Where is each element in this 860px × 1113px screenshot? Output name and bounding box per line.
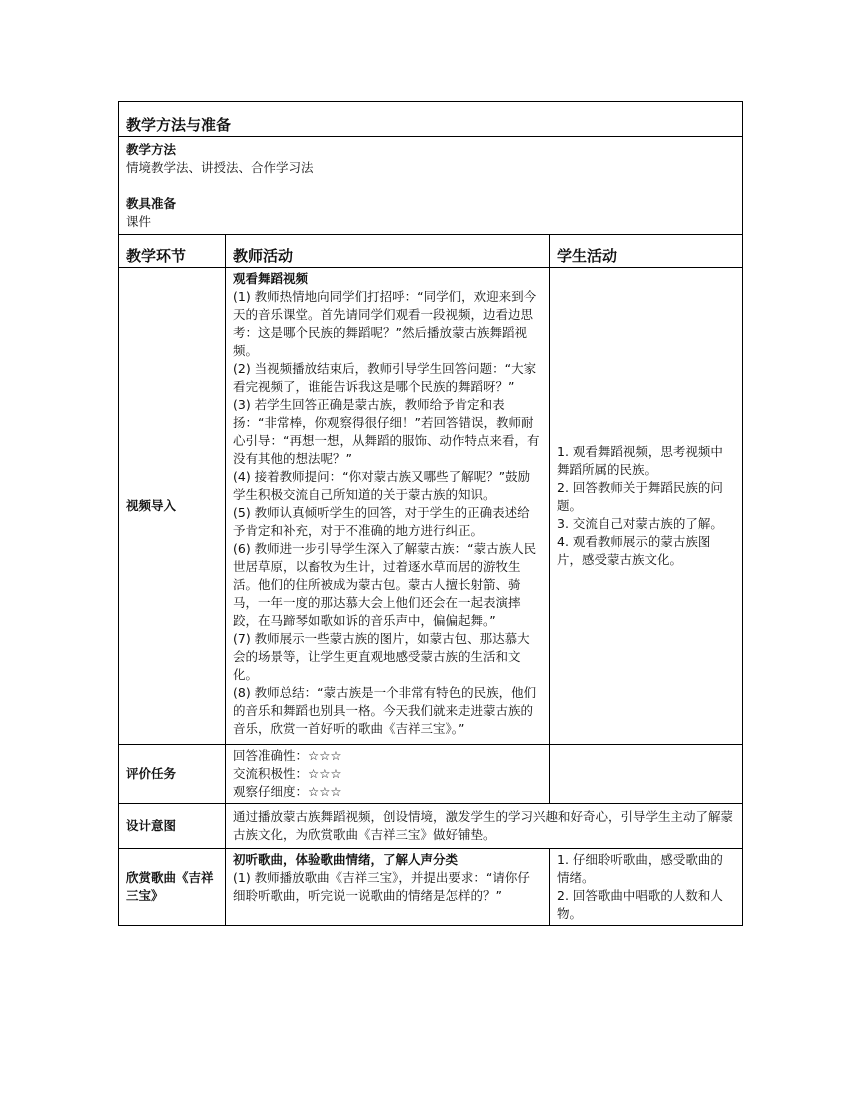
title-row bbox=[119, 102, 743, 137]
design-text: 通过播放蒙古族舞蹈视频，创设情境，激发学生的学习兴趣和好奇心，引导学生主动了解蒙古族文化，为欣赏歌曲《吉祥三宝》做好铺垫。 bbox=[226, 804, 743, 849]
column-header-row bbox=[119, 235, 743, 268]
section-title: 教学方法与准备 bbox=[119, 102, 743, 137]
evaluation-row bbox=[119, 745, 743, 804]
song-row bbox=[119, 849, 743, 926]
prep-heading: 教具准备 bbox=[126, 196, 177, 211]
student-item: 4. 观看教师展示的蒙古族图片，感受蒙古族文化。 bbox=[557, 534, 711, 567]
design-stage: 设计意图 bbox=[119, 804, 226, 849]
methods-heading: 教学方法 bbox=[126, 142, 177, 157]
lesson-plan-table bbox=[118, 101, 743, 926]
column-header-student: 学生活动 bbox=[550, 235, 743, 268]
student-item: 2. 回答歌曲中唱歌的人数和人物。 bbox=[557, 888, 723, 921]
teacher-para: (4) 接着教师提问：“你对蒙古族又哪些了解呢？”鼓励学生积极交流自己所知道的关于蒙古族的知识。 bbox=[233, 469, 531, 502]
evaluation-stage: 评价任务 bbox=[119, 745, 226, 804]
teacher-para: (5) 教师认真倾听学生的回答，对于学生的正确表述给予肯定和补充，对于不准确的地方进行纠正。 bbox=[233, 505, 530, 538]
evaluation-item: 观察仔细度：☆☆☆ bbox=[233, 784, 342, 799]
prep-text: 课件 bbox=[126, 214, 152, 229]
video-student-activity bbox=[550, 268, 743, 745]
methods-text: 情境教学法、讲授法、合作学习法 bbox=[126, 160, 314, 175]
song-teacher-title: 初听歌曲，体验歌曲情绪，了解人声分类 bbox=[233, 852, 459, 867]
student-item: 3. 交流自己对蒙古族的了解。 bbox=[557, 516, 723, 531]
student-item: 1. 仔细聆听歌曲，感受歌曲的情绪。 bbox=[557, 852, 723, 885]
video-teacher-title: 观看舞蹈视频 bbox=[233, 271, 309, 286]
column-header-stage: 教学环节 bbox=[119, 235, 226, 268]
video-stage: 视频导入 bbox=[119, 268, 226, 745]
song-teacher-activity bbox=[226, 849, 550, 926]
student-item: 2. 回答教师关于舞蹈民族的问题。 bbox=[557, 480, 723, 513]
evaluation-item: 回答准确性：☆☆☆ bbox=[233, 748, 342, 763]
song-student-activity bbox=[550, 849, 743, 926]
teacher-para: (8) 教师总结：“蒙古族是一个非常有特色的民族，他们的音乐和舞蹈也别具一格。今天我们就来走进蒙古族的音乐，欣赏一首好听的歌曲《吉祥三宝》。” bbox=[233, 685, 537, 736]
video-row bbox=[119, 268, 743, 745]
teacher-para: (1) 教师播放歌曲《吉祥三宝》，并提出要求：“请你仔细聆听歌曲，听完说一说歌曲的情绪是怎样的？” bbox=[233, 870, 530, 903]
teacher-para: (2) 当视频播放结束后，教师引导学生回答问题：“大家看完视频了，谁能告诉我这是哪个民族的舞蹈呀？” bbox=[233, 361, 537, 394]
teacher-para: (3) 若学生回答正确是蒙古族，教师给予肯定和表扬：“非常棒，你观察得很仔细！”若回答错误，教师耐心引导：“再想一想，从舞蹈的服饰、动作特点来看，有没有其他的想法呢？” bbox=[233, 397, 540, 466]
video-teacher-activity bbox=[226, 268, 550, 745]
teacher-para: (1) 教师热情地向同学们打招呼：“同学们，欢迎来到今天的音乐课堂。首先请同学们观看一段视频，边看边思考：这是哪个民族的舞蹈呢？”然后播放蒙古族舞蹈视频。 bbox=[233, 289, 537, 358]
design-row bbox=[119, 804, 743, 849]
teacher-para: (6) 教师进一步引导学生深入了解蒙古族：“蒙古族人民世居草原，以畜牧为生计，过着逐水草而居的游牧生活。他们的住所被成为蒙古包。蒙古人擅长射箭、骑马，一年一度的那达慕大会上他们还会在一起表演摔跤，在马蹄琴如歌如诉的音乐声中，偏偏起舞。” bbox=[233, 541, 537, 628]
evaluation-item: 交流积极性：☆☆☆ bbox=[233, 766, 342, 781]
teacher-para: (7) 教师展示一些蒙古族的图片，如蒙古包、那达慕大会的场景等，让学生更直观地感受蒙古族的生活和文化。 bbox=[233, 631, 530, 682]
student-item: 1. 观看舞蹈视频，思考视频中舞蹈所属的民族。 bbox=[557, 444, 723, 477]
column-header-teacher: 教师活动 bbox=[226, 235, 550, 268]
lesson-plan-page bbox=[118, 101, 742, 926]
song-stage: 欣赏歌曲《吉祥三宝》 bbox=[119, 849, 226, 926]
methods-prep-row bbox=[119, 137, 743, 235]
evaluation-items bbox=[226, 745, 550, 804]
